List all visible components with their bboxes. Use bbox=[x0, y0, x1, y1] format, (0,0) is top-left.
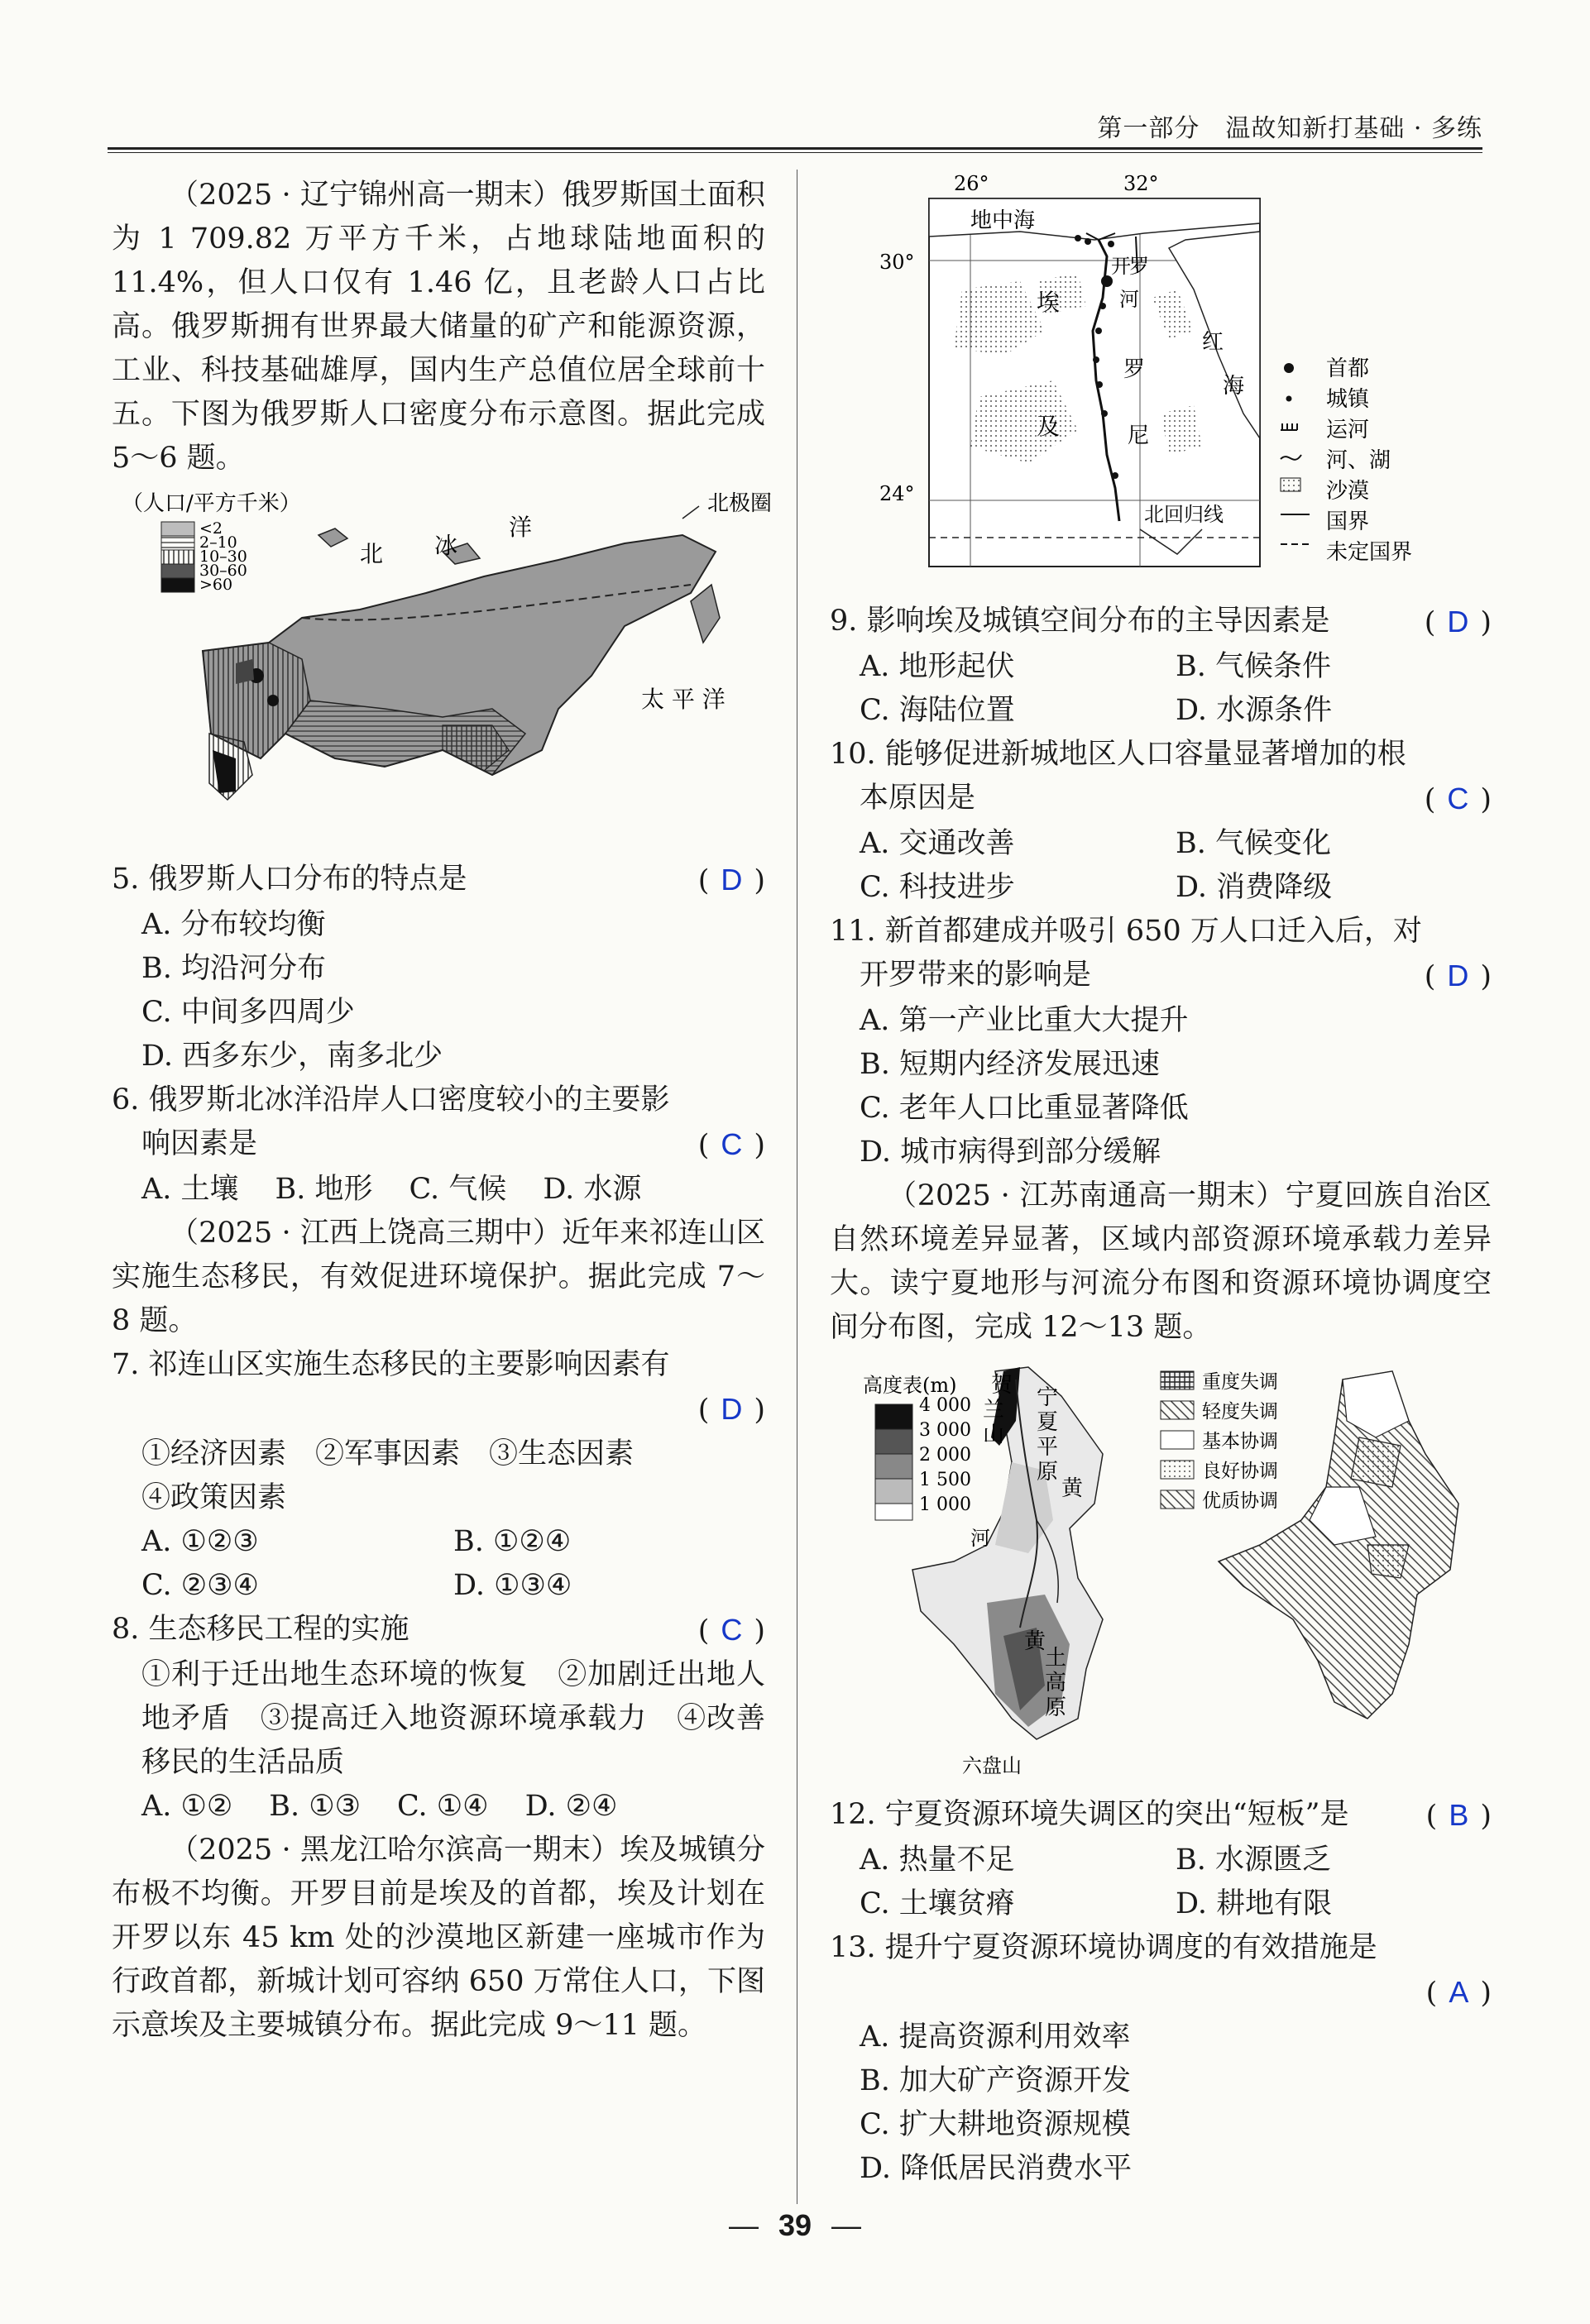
q8-option-a: A. ①② bbox=[141, 1790, 233, 1823]
label-bei: 北 bbox=[360, 540, 384, 567]
left-column bbox=[112, 174, 773, 2048]
russia-map-unit: （人口/平方千米） bbox=[122, 491, 301, 516]
lon-32: 32° bbox=[1123, 172, 1159, 195]
q10-option-d: D. 消费降级 bbox=[1176, 871, 1333, 904]
q11-option-a: A. 第一产业比重大大提升 bbox=[860, 1004, 1189, 1037]
intro-ningxia: （2025 · 江苏南通高一期末）宁夏回族自治区自然环境差异显著，区域内部资源环境承载力差异大。读宁夏地形与河流分布图和资源环境协调度空间分布图，完成 12～13 题。 bbox=[830, 1179, 1492, 1344]
elev-title: 高度表(m) bbox=[863, 1374, 957, 1397]
label-hong: 红 bbox=[1202, 330, 1224, 355]
q11-option-d: D. 城市病得到部分缓解 bbox=[860, 1136, 1161, 1169]
label-yuan: 原 bbox=[1037, 1460, 1059, 1485]
legend-excellent: 优质协调 bbox=[1202, 1490, 1278, 1512]
q5-option-a: A. 分布较均衡 bbox=[141, 908, 326, 941]
q12-option-c: C. 土壤贫瘠 bbox=[860, 1887, 1015, 1920]
label-gao: 高 bbox=[1045, 1671, 1067, 1695]
q11-stem-line2 bbox=[830, 954, 1492, 999]
q12-stem-text: 12. 宁夏资源环境失调区的突出“短板”是 bbox=[830, 1798, 1349, 1831]
label-ji: 及 bbox=[1037, 413, 1061, 440]
legend-10-30: 10–30 bbox=[199, 548, 247, 566]
label-yuan2: 原 bbox=[1045, 1695, 1067, 1720]
q9-stem-text: 9. 影响埃及城镇空间分布的主导因素是 bbox=[830, 605, 1330, 638]
q8-option-d: D. ②④ bbox=[524, 1790, 618, 1823]
q12-answer-value: B bbox=[1449, 1798, 1469, 1832]
intro-russia: （2025 · 辽宁锦州高一期末）俄罗斯国土面积为 1 709.82 万平方千米，占地球陆地面积的 11.4%，但人口仅有 1.46 亿，且老龄人口占比高。俄罗斯拥有世界最大储量的矿产和能源资源，工业、科技基础雄厚，国内生产总值位居全球前十五。下图为俄罗斯人口密度分布示意图。据此完成 5～6 题。 bbox=[112, 179, 765, 475]
page-header bbox=[108, 99, 1482, 149]
legend-severe: 重度失调 bbox=[1202, 1371, 1278, 1393]
label-mediterranean: 地中海 bbox=[970, 208, 1036, 233]
q5-option-c: C. 中间多四周少 bbox=[141, 996, 355, 1029]
coordination-map bbox=[1219, 1371, 1458, 1719]
q6-answer-value: C bbox=[721, 1127, 743, 1161]
egypt-city-map bbox=[830, 165, 1492, 591]
q5-stem bbox=[112, 858, 765, 903]
q13-answer-value: A bbox=[1449, 1975, 1469, 2009]
page-number bbox=[0, 2208, 1590, 2243]
label-huang: 黄 bbox=[1061, 1476, 1084, 1501]
q9-answer-value: D bbox=[1447, 605, 1469, 638]
q8-option-b: B. ①③ bbox=[269, 1790, 362, 1823]
elev-1000: 1 000 bbox=[919, 1494, 971, 1515]
intro-qilian: （2025 · 江西上饶高三期中）近年来祁连山区实施生态移民，有效促进环境保护。据此完成 7～8 题。 bbox=[112, 1217, 765, 1337]
elev-legend bbox=[875, 1395, 971, 1520]
q10-answer-value: C bbox=[1447, 782, 1469, 815]
q6-options bbox=[112, 1168, 765, 1212]
label-lan: 兰 bbox=[983, 1398, 1005, 1423]
q12-options-cd bbox=[830, 1882, 1492, 1926]
legend-capital: 首都 bbox=[1326, 356, 1370, 381]
q8-stem-text: 8. 生态移民工程的实施 bbox=[112, 1613, 409, 1646]
q5-answer-value: D bbox=[721, 863, 743, 897]
q10-option-c: C. 科技进步 bbox=[860, 871, 1015, 904]
q13-option-b: B. 加大矿产资源开发 bbox=[860, 2064, 1131, 2097]
coordination-legend bbox=[1161, 1371, 1278, 1512]
label-he: 河 bbox=[1119, 288, 1139, 311]
russia-population-map bbox=[112, 485, 773, 849]
label-kai: 开 bbox=[1111, 255, 1131, 278]
q5-answer: ( D ) bbox=[697, 863, 765, 897]
label-pacific: 太 平 洋 bbox=[641, 686, 726, 713]
q11-stem-line1: 11. 新首都建成并吸引 650 万人口迁入后，对 bbox=[830, 915, 1422, 948]
elev-3000: 3 000 bbox=[919, 1420, 971, 1441]
header-rule bbox=[108, 147, 1482, 150]
legend-2-10: 2–10 bbox=[199, 533, 237, 552]
q13-option-a: A. 提高资源利用效率 bbox=[860, 2020, 1131, 2054]
header-rule-thin bbox=[108, 152, 1482, 153]
elev-2000: 2 000 bbox=[919, 1445, 971, 1466]
q9-option-d: D. 水源条件 bbox=[1176, 694, 1333, 727]
ningxia-maps bbox=[830, 1355, 1492, 1785]
label-luo2: 罗 bbox=[1123, 357, 1146, 382]
legend-town: 城镇 bbox=[1326, 387, 1370, 412]
q6-option-d: D. 水源 bbox=[543, 1173, 642, 1206]
arctic-circle-label: 北极圈 bbox=[707, 491, 773, 516]
label-ping: 平 bbox=[1037, 1435, 1059, 1460]
legend-good: 良好协调 bbox=[1202, 1461, 1278, 1482]
q8-options bbox=[112, 1785, 765, 1829]
q10-options-ab bbox=[830, 822, 1492, 866]
q6-answer: ( C ) bbox=[697, 1127, 765, 1162]
label-huang2: 黄 bbox=[1024, 1629, 1046, 1654]
legend-desert: 沙漠 bbox=[1326, 479, 1370, 504]
q8-items: ①利于迁出地生态环境的恢复 ②加剧迁出地人地矛盾 ③提高迁入地资源环境承载力 ④改善移民的生活品质 bbox=[141, 1658, 765, 1779]
q13-stem: 13. 提升宁夏资源环境协调度的有效措施是 bbox=[830, 1931, 1377, 1964]
q10-stem-line2 bbox=[830, 777, 1492, 822]
elev-1500: 1 500 bbox=[919, 1470, 971, 1490]
q9-option-c: C. 海陆位置 bbox=[860, 694, 1015, 727]
q12-option-b: B. 水源匮乏 bbox=[1176, 1843, 1331, 1877]
legend-gt60: >60 bbox=[199, 576, 233, 594]
q13-answer: ( A ) bbox=[1425, 1975, 1492, 2010]
legend-lt2: <2 bbox=[199, 519, 223, 538]
q9-stem bbox=[830, 600, 1492, 645]
q10-stem-text: 本原因是 bbox=[860, 782, 976, 815]
intro-egypt: （2025 · 黑龙江哈尔滨高一期末）埃及城镇分布极不均衡。开罗目前是埃及的首都，埃及计划在开罗以东 45 km 处的沙漠地区新建一座城市作为行政首都，新城计划可容纳 650 万常住人口，下图示意埃及主要城镇分布。据此完成 9～11 题。 bbox=[112, 1834, 765, 2042]
label-xia: 夏 bbox=[1037, 1410, 1059, 1435]
q7-answer: ( D ) bbox=[697, 1392, 765, 1427]
q6-stem-text: 响因素是 bbox=[141, 1127, 258, 1160]
q12-answer: ( B ) bbox=[1425, 1798, 1492, 1833]
q5-option-b: B. 均沿河分布 bbox=[141, 952, 326, 985]
label-shan: 山 bbox=[983, 1423, 1005, 1447]
page-number-value: 39 bbox=[778, 2208, 812, 2242]
q6-stem-line2 bbox=[112, 1122, 765, 1168]
label-ning: 宁 bbox=[1037, 1385, 1059, 1410]
page-dash-right: — bbox=[831, 2208, 862, 2242]
q9-options-cd bbox=[830, 689, 1492, 733]
q11-answer: ( D ) bbox=[1424, 959, 1492, 993]
page-dash-left: — bbox=[728, 2208, 759, 2242]
q12-option-a: A. 热量不足 bbox=[860, 1843, 1015, 1877]
legend-border: 国界 bbox=[1326, 509, 1370, 534]
q7-options-ab bbox=[112, 1520, 765, 1564]
right-column bbox=[830, 174, 1492, 2191]
q7-option-b: B. ①②④ bbox=[453, 1525, 572, 1558]
q6-option-c: C. 气候 bbox=[409, 1173, 507, 1206]
q12-stem bbox=[830, 1793, 1492, 1839]
q10-options-cd bbox=[830, 866, 1492, 910]
q10-answer: ( C ) bbox=[1424, 782, 1492, 816]
q5-stem-text: 5. 俄罗斯人口分布的特点是 bbox=[112, 863, 467, 896]
q7-items-2: ④政策因素 bbox=[141, 1481, 287, 1514]
q7-items-1: ①经济因素 ②军事因素 ③生态因素 bbox=[141, 1437, 635, 1470]
header-title: 第一部分 温故知新打基础 · 多练 bbox=[1097, 114, 1482, 143]
q12-option-d: D. 耕地有限 bbox=[1176, 1887, 1333, 1920]
egypt-map-legend bbox=[1281, 356, 1412, 565]
q6-option-b: B. 地形 bbox=[275, 1173, 373, 1206]
lon-26: 26° bbox=[954, 172, 989, 195]
q9-option-b: B. 气候条件 bbox=[1176, 650, 1331, 683]
q10-stem-line1: 10. 能够促进新城地区人口容量显著增加的根 bbox=[830, 738, 1406, 771]
q7-options-cd bbox=[112, 1564, 765, 1608]
label-liupanshan: 六盘山 bbox=[962, 1754, 1022, 1777]
q8-option-c: C. ①④ bbox=[397, 1790, 489, 1823]
q7-option-d: D. ①③④ bbox=[453, 1569, 572, 1602]
label-ni: 尼 bbox=[1128, 423, 1150, 448]
label-ai: 埃 bbox=[1037, 289, 1061, 316]
q10-option-b: B. 气候变化 bbox=[1176, 827, 1331, 860]
label-he: 贺 bbox=[991, 1373, 1013, 1398]
q7-option-c: C. ②③④ bbox=[141, 1569, 259, 1602]
lat-24: 24° bbox=[879, 482, 915, 505]
legend-river-lake: 河、湖 bbox=[1326, 448, 1391, 473]
q8-answer: ( C ) bbox=[697, 1613, 765, 1647]
russia-territory bbox=[203, 528, 720, 800]
label-bing: 冰 bbox=[434, 532, 458, 559]
q11-stem-text: 开罗带来的影响是 bbox=[860, 959, 1092, 992]
legend-basic: 基本协调 bbox=[1202, 1431, 1278, 1452]
elev-4000: 4 000 bbox=[919, 1395, 971, 1416]
legend-undetermined-border: 未定国界 bbox=[1326, 540, 1413, 565]
q11-answer-value: D bbox=[1447, 959, 1469, 992]
label-river: 河 bbox=[970, 1527, 990, 1550]
label-yang: 洋 bbox=[509, 514, 533, 541]
label-hai: 海 bbox=[1223, 374, 1245, 399]
label-luo: 罗 bbox=[1129, 255, 1149, 278]
q11-option-c: C. 老年人口比重显著降低 bbox=[860, 1092, 1189, 1125]
label-tu: 土 bbox=[1045, 1646, 1067, 1671]
q8-stem bbox=[112, 1608, 765, 1653]
q13-option-c: C. 扩大耕地资源规模 bbox=[860, 2108, 1131, 2141]
russia-map-legend bbox=[161, 519, 247, 594]
q9-option-a: A. 地形起伏 bbox=[860, 650, 1015, 683]
legend-30-60: 30–60 bbox=[199, 562, 247, 580]
q7-option-a: A. ①②③ bbox=[141, 1525, 259, 1558]
q13-option-d: D. 降低居民消费水平 bbox=[860, 2152, 1133, 2185]
q7-answer-value: D bbox=[721, 1392, 743, 1426]
legend-canal: 运河 bbox=[1326, 418, 1370, 442]
q8-answer-value: C bbox=[721, 1613, 743, 1647]
q7-stem: 7. 祁连山区实施生态移民的主要影响因素有 bbox=[112, 1348, 670, 1381]
q9-options-ab bbox=[830, 645, 1492, 689]
q9-answer: ( D ) bbox=[1424, 605, 1492, 639]
q11-option-b: B. 短期内经济发展迅速 bbox=[860, 1048, 1160, 1081]
q5-option-d: D. 西多东少，南多北少 bbox=[141, 1040, 443, 1073]
q6-stem-line1: 6. 俄罗斯北冰洋沿岸人口密度较小的主要影 bbox=[112, 1083, 670, 1117]
q6-option-a: A. 土壤 bbox=[141, 1173, 239, 1206]
legend-mild: 轻度失调 bbox=[1202, 1401, 1278, 1423]
q10-option-a: A. 交通改善 bbox=[860, 827, 1015, 860]
label-tropic: 北回归线 bbox=[1144, 503, 1224, 526]
q12-options-ab bbox=[830, 1839, 1492, 1882]
lat-30: 30° bbox=[879, 251, 915, 274]
